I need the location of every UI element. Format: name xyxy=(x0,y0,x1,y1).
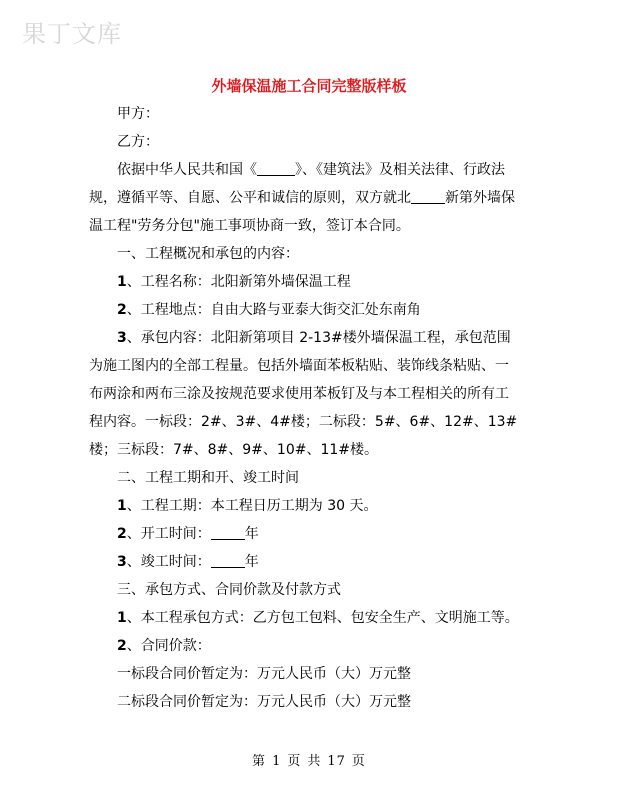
item-text: 年 xyxy=(244,554,259,570)
item-number: 1 xyxy=(117,610,127,626)
section-3-heading: 三、承包方式、合同价款及付款方式 xyxy=(117,582,341,598)
intro-text: 依据中华人民共和国《 xyxy=(117,162,257,178)
party-b-line: 乙方： xyxy=(117,134,159,150)
intro-line-3: 温工程"劳务分包"施工事项协商一致，签订本合同。 xyxy=(89,218,410,234)
section-1-item-1 xyxy=(89,268,529,296)
item-text: 年 xyxy=(244,526,259,542)
intro-text: 》、《建筑法》及相关法律、行政法 xyxy=(295,162,505,178)
watermark-logo: 果丁文库 xyxy=(22,20,122,48)
item-number: 2 xyxy=(117,638,127,654)
item-number: 2 xyxy=(117,526,127,542)
price-line-1: 一标段合同价暂定为：万元人民币（大）万元整 xyxy=(117,666,411,682)
item-number: 3 xyxy=(117,554,127,570)
item-number: 1 xyxy=(117,498,127,514)
item-text: 、合同价款： xyxy=(126,638,211,654)
section-2-item-2 xyxy=(89,520,529,548)
item-number: 2 xyxy=(117,302,127,318)
section-2-item-3 xyxy=(89,548,529,576)
party-a-line: 甲方： xyxy=(117,106,159,122)
section-1-item-3-cont: 为施工图内的全部工程量。包括外墙面苯板粘贴、装饰线条粘贴、一 xyxy=(89,358,509,374)
item-number: 1 xyxy=(117,274,127,290)
section-1-heading: 一、工程概况和承包的内容： xyxy=(117,246,299,262)
item-number: 3 xyxy=(117,330,127,346)
item-text: 、本工程承包方式：乙方包工包料、包安全生产、文明施工等。 xyxy=(126,610,519,626)
footer-text: 第 xyxy=(252,754,267,769)
price-line-2: 二标段合同价暂定为：万元人民币（大）万元整 xyxy=(117,694,411,710)
intro-line-2 xyxy=(89,184,529,212)
section-3-item-2 xyxy=(89,632,529,660)
item-text: 、承包内容：北阳新第项目 2-13#楼外墙保温工程，承包范围 xyxy=(126,330,511,346)
section-3-item-1 xyxy=(89,604,529,632)
footer-text: 页 xyxy=(287,754,302,769)
item-text: 、竣工时间： xyxy=(126,554,211,570)
section-2-heading: 二、工程工期和开、竣工时间 xyxy=(117,470,299,486)
section-2-item-1 xyxy=(89,492,529,520)
section-1-item-2 xyxy=(89,296,529,324)
item-text: 、工程名称：北阳新第外墙保温工程 xyxy=(126,274,351,290)
fill-blank xyxy=(211,551,245,568)
document-body xyxy=(89,100,529,716)
page-footer xyxy=(0,750,618,769)
total-pages: 17 xyxy=(327,754,346,769)
section-1-item-3 xyxy=(89,324,529,352)
item-text: 、工程地点：自由大路与亚泰大街交汇处东南角 xyxy=(126,302,421,318)
section-1-item-3-cont: 楼；三标段：7#、8#、9#、10#、11#楼。 xyxy=(89,442,379,458)
section-1-item-3-cont: 程内容。一标段：2#、3#、4#楼；二标段：5#、6#、12#、13# xyxy=(89,414,518,430)
footer-text: 页 xyxy=(351,754,366,769)
footer-text: 共 xyxy=(307,754,322,769)
fill-blank xyxy=(211,523,245,540)
intro-text: 新第外墙保 xyxy=(445,190,515,206)
item-text: 、工程工期：本工程日历工期为 30 天。 xyxy=(126,498,378,514)
item-text: 、开工时间： xyxy=(126,526,211,542)
fill-blank xyxy=(257,159,295,176)
document-title: 外墙保温施工合同完整版样板 xyxy=(211,77,407,95)
intro-line-1 xyxy=(89,156,529,184)
page-number: 1 xyxy=(272,754,282,769)
section-1-item-3-cont: 布两涂和两布三涂及按规范要求使用苯板钉及与本工程相关的所有工 xyxy=(89,386,509,402)
fill-blank xyxy=(411,187,445,204)
intro-text: 规，遵循平等、自愿、公平和诚信的原则，双方就北 xyxy=(89,190,411,206)
